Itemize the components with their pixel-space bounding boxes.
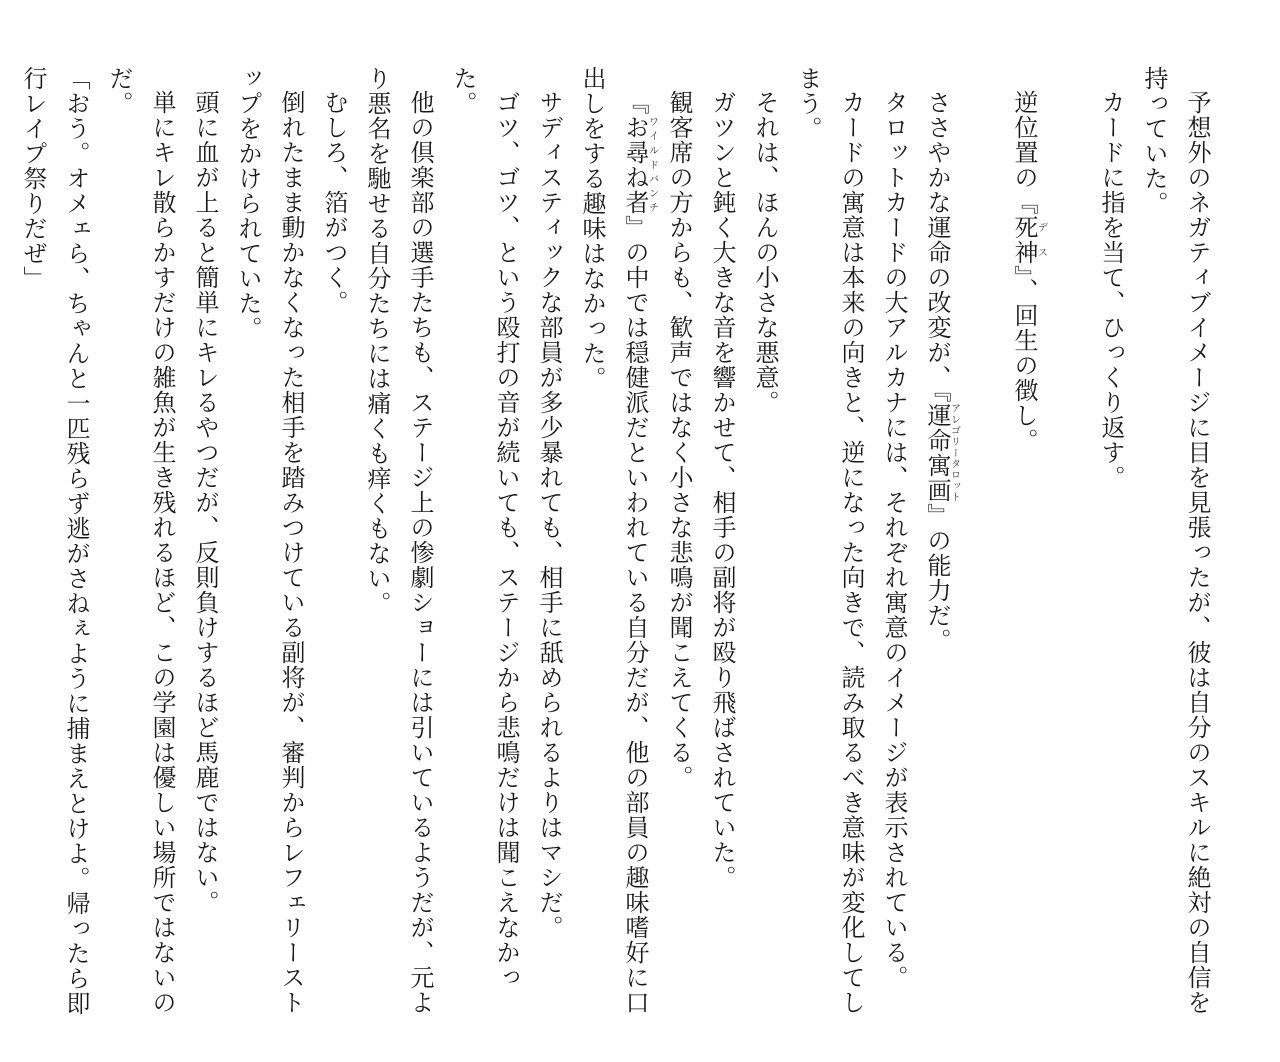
- ruby-reading: ワイルドバンチ: [646, 115, 658, 215]
- paragraph-text: 』の能力だ。: [923, 503, 951, 653]
- ruby-annotation: [923, 403, 960, 503]
- ruby-reading: アレゴリータロット: [948, 403, 960, 503]
- paragraph: 他の倶楽部の選手たちも、ステージ上の惨劇ショーには引いているようだが、元より悪名を馳せる自分たちには痛くも痒くもない。: [363, 66, 434, 1015]
- blank-line: [959, 66, 1002, 1026]
- paragraph: それは、ほんの小さな悪意。: [751, 90, 779, 415]
- ruby-reading: デス: [1035, 215, 1047, 265]
- paragraph: 観客席の方からも、歓声ではなく小さな悲鳴が聞こえてくる。: [665, 90, 693, 790]
- ruby-annotation: [621, 115, 658, 215]
- paragraph: 単にキレ散らかすだけの雑魚が生き残れるほど、この学園は優しい場所ではないのだ。: [105, 66, 176, 1015]
- paragraph-text: 『: [621, 90, 649, 115]
- blank-line: [1046, 66, 1089, 1026]
- ruby-annotation: [1010, 215, 1047, 265]
- paragraph: [570, 66, 657, 1026]
- paragraph: [1002, 66, 1046, 1026]
- paragraph-text: 逆位置の『: [1010, 90, 1038, 215]
- ruby-base: お尋ね者: [621, 115, 649, 215]
- paragraph: サディスティックな部員が多少暴れても、相手に舐められるよりはマシだ。: [535, 90, 563, 940]
- paragraph: 頭に血が上ると簡単にキレるやつだが、反則負けするほど馬鹿ではない。: [191, 90, 219, 915]
- paragraph: 予想外のネガティブイメージに目を見張ったが、彼は自分のスキルに絶対の自信を持っていた。: [1140, 66, 1211, 1015]
- paragraph: ガツンと鈍く大きな音を響かせて、相手の副将が殴り飛ばされていた。: [708, 90, 736, 890]
- paragraph: カードに指を当て、ひっくり返す。: [1097, 90, 1125, 490]
- paragraph: 倒れたまま動かなくなった相手を踏みつけている副将が、審判からレフェリーストップをかけられていた。: [234, 66, 305, 1015]
- paragraph: カードの寓意は本来の向きと、逆になった向きで、読み取るべき意味が変化してしまう。: [794, 66, 865, 1015]
- paragraph-text: 』、回生の徴し。: [1010, 265, 1038, 453]
- paragraph: [915, 66, 959, 1026]
- ruby-base: 死神: [1010, 215, 1038, 265]
- novel-text-column: [11, 66, 1218, 1026]
- paragraph-text: ささやかな運命の改変が、『: [923, 90, 951, 403]
- paragraph: タロットカードの大アルカナには、それぞれ寓意のイメージが表示されている。: [880, 90, 908, 990]
- ruby-base: 運命寓画: [923, 403, 951, 503]
- paragraph-text: 』の中では穏健派だといわれている自分だが、他の部員の趣味嗜好に口出しをする趣味はなかった。: [578, 66, 649, 1015]
- paragraph: ゴツ、ゴツ、という殴打の音が続いても、ステージから悲鳴だけは聞こえなかった。: [449, 66, 520, 990]
- dialogue-paragraph: 「おう。オメェら、ちゃんと一匹残らず逃がさねぇように捕まえとけよ。帰ったら即行レイプ祭りだぜ」: [19, 66, 90, 1016]
- paragraph: むしろ、箔がつく。: [320, 90, 348, 315]
